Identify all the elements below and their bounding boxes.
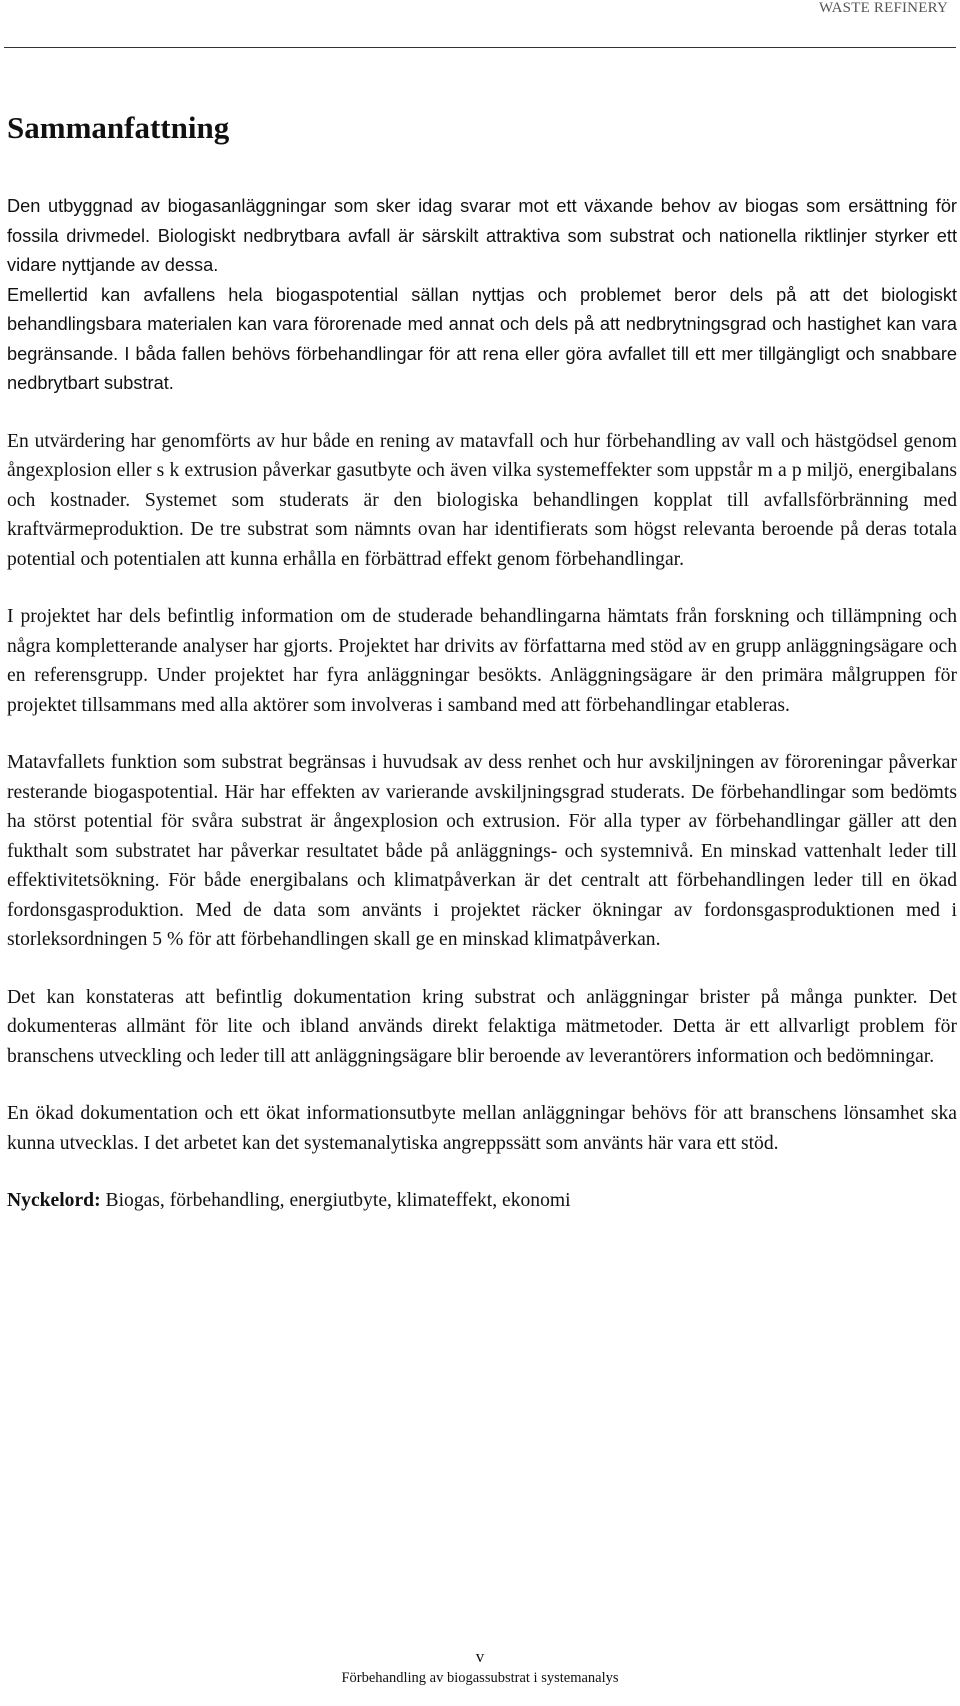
document-body <box>7 192 957 1216</box>
paragraph-conclusion: En ökad dokumentation och ett ökat informationsutbyte mellan anläggningar behövs för att branschens lönsamhet ska kunna utvecklas. I det arbetet kan det systemanalytiska angreppssätt som använts här vara ett stöd. <box>7 1103 957 1154</box>
keywords-text: Biogas, förbehandling, energiutbyte, klimateffekt, ekonomi <box>100 1190 571 1211</box>
paragraph-potential: Emellertid kan avfallens hela biogaspotential sällan nyttjas och problemet beror dels på att det biologiskt behandlingsbara materialen kan vara förorenade med annat och dels på att nedbrytningsgrad och hastighet kan vara begränsande. I båda fallen behövs förbehandlingar för att rena eller göra avfallet till ett mer tillgängligt och snabbare nedbrytbart substrat. <box>7 284 957 393</box>
page-header <box>0 0 960 48</box>
paragraph-evaluation: En utvärdering har genomförts av hur både en rening av matavfall och hur förbehandling av vall och hästgödsel genom ångexplosion eller s k extrusion påverkar gasutbyte och även vilka systemeffekter som uppstår m a p miljö, energibalans och kostnader. Systemet som studerats är den biologiska behandlingen kopplat till avfallsförbränning med kraftvärmeproduktion. De tre substrat som nämnts ovan har identifierats som högst relevanta beroende på deras totala potential och potentialen att kunna erhålla en förbättrad effekt genom förbehandlingar. <box>7 430 957 570</box>
paragraph-project: I projektet har dels befintlig information om de studerade behandlingarna hämtats från forskning och tillämpning och några kompletterande analyser har gjorts. Projektet har drivits av författarna med stöd av en grupp anläggningsägare och en referensgrupp. Under projektet har fyra anläggningar besökts. Anläggningsägare är den primära målgruppen för projektet tillsammans med alla aktörer som involveras i samband med att förbehandlingar etableras. <box>7 606 957 716</box>
header-divider <box>4 47 956 48</box>
paragraph-documentation: Det kan konstateras att befintlig dokumentation kring substrat och anläggningar brister på många punkter. Det dokumenteras allmänt för lite och ibland används direkt felaktiga mätmetoder. Detta är ett allvarligt problem för branschens utveckling och leder till att anläggningsägare blir beroende av leverantörers information och bedömningar. <box>7 986 957 1067</box>
keywords-line <box>7 1186 957 1216</box>
paragraph-food-waste: Matavfallets funktion som substrat begränsas i huvudsak av dess renhet och hur avskiljningen av föroreningar påverkar resterande biogaspotential. Här har effekten av varierande avskiljningsgrad studerats. De förbehandlingar som bedömts ha störst potential för svåra substrat är ångexplosion och extrusion. För alla typer av förbehandlingar gäller att den fukthalt som substratet har påverkar resultatet både på anläggnings- och systemnivå. En minskad vattenhalt leder till effektivitetsökning. För både energibalans och klimatpåverkan är det centralt att förbehandlingen leder till en ökad fordonsgasproduktion. Med de data som använts i projektet räcker ökningar av fordonsgasproduktionen med i storleksordningen 5 % för att förbehandlingen skall ge en minskad klimatpåverkan. <box>7 752 957 950</box>
paragraph-intro: Den utbyggnad av biogasanläggningar som sker idag svarar mot ett växande behov av biogas som ersättning för fossila drivmedel. Biologiskt nedbrytbara avfall är särskilt attraktiva som substrat och nationella riktlinjer styrker ett vidare nyttjande av dessa. <box>7 196 957 275</box>
page-title: Sammanfattning <box>7 110 230 145</box>
running-header-label: WASTE REFINERY <box>818 0 948 16</box>
footer-title: Förbehandling av biogassubstrat i systemanalys <box>341 1670 619 1686</box>
page-footer <box>0 1646 960 1688</box>
keywords-label: Nyckelord: <box>7 1190 101 1211</box>
page-number: v <box>475 1647 485 1666</box>
